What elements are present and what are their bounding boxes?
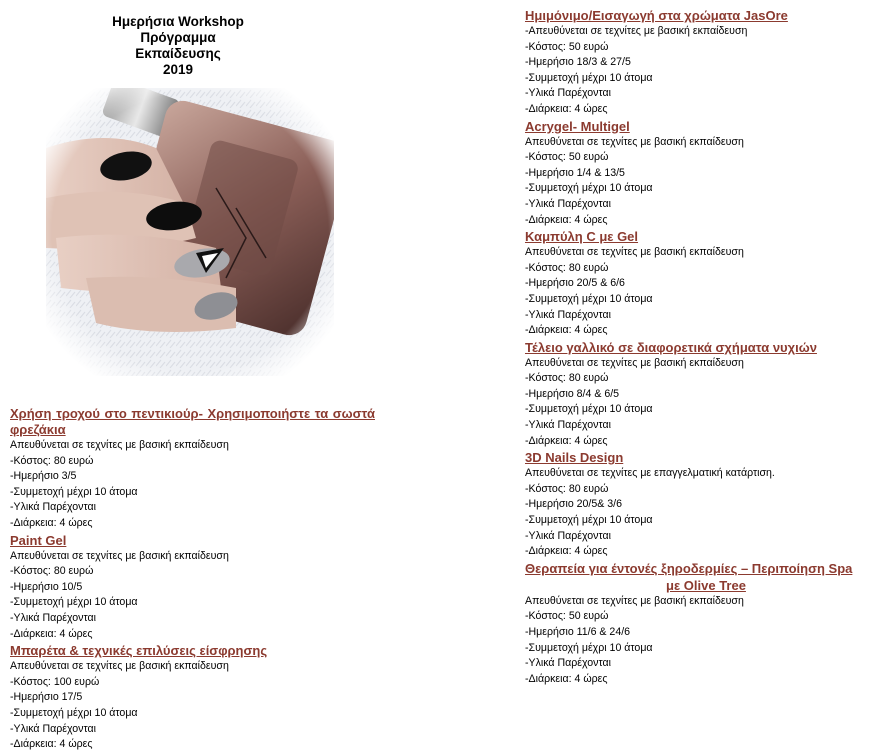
workshop-block: [10, 533, 375, 643]
workshop-duration: -Διάρκεια: 4 ώρες: [525, 434, 608, 447]
workshop-capacity: -Συμμετοχή μέχρι 10 άτομα: [10, 706, 138, 719]
workshop-dates: -Ημερήσιο 11/6 & 24/6: [525, 626, 631, 638]
workshop-materials: -Υλικά Παρέχονται: [525, 308, 611, 321]
workshop-duration: -Διάρκεια: 4 ώρες: [525, 672, 608, 685]
workshop-cost: -Κόστος: 50 ευρώ: [525, 610, 609, 623]
right-column: [525, 7, 887, 687]
workshop-dates: -Ημερήσιο 20/5 & 6/6: [525, 277, 625, 290]
workshop-capacity: -Συμμετοχή μέχρι 10 άτομα: [525, 641, 653, 654]
workshop-title: Χρήση τροχού στο πεντικιούρ- Χρησιμοποιήστε τα σωστά φρεζάκια: [10, 406, 375, 437]
workshop-materials: -Υλικά Παρέχονται: [10, 722, 96, 735]
workshop-audience: Απευθύνεται σε τεχνίτες με επαγγελματική κατάρτιση.: [525, 467, 775, 480]
workshop-duration: -Διάρκεια: 4 ώρες: [10, 738, 93, 751]
workshop-cost: -Κόστος: 80 ευρώ: [525, 261, 609, 274]
workshop-capacity: -Συμμετοχή μέχρι 10 άτομα: [525, 182, 653, 195]
workshop-title: Τέλειο γαλλικό σε διαφορετικά σχήματα νυχιών: [525, 339, 817, 355]
workshop-cost: -Κόστος: 80 ευρώ: [10, 565, 94, 578]
workshop-duration: -Διάρκεια: 4 ώρες: [525, 545, 608, 558]
workshop-capacity: -Συμμετοχή μέχρι 10 άτομα: [525, 292, 653, 305]
workshop-duration: -Διάρκεια: 4 ώρες: [10, 516, 93, 529]
workshop-block: [525, 119, 887, 229]
workshop-materials: -Υλικά Παρέχονται: [525, 529, 611, 542]
workshop-capacity: -Συμμετοχή μέχρι 10 άτομα: [525, 71, 653, 84]
nails-perfume-photo: [46, 88, 334, 376]
workshop-cost: -Κόστος: 80 ευρώ: [525, 372, 609, 385]
workshop-capacity: -Συμμετοχή μέχρι 10 άτομα: [525, 514, 653, 527]
workshop-block: [525, 561, 887, 688]
page-header: [88, 14, 268, 78]
workshop-dates: -Ημερήσιο 20/5& 3/6: [525, 498, 623, 511]
workshop-duration: -Διάρκεια: 4 ώρες: [525, 324, 608, 337]
workshop-audience: Απευθύνεται σε τεχνίτες με βασική εκπαίδευση: [10, 549, 229, 562]
workshop-audience: Απευθύνεται σε τεχνίτες με βασική εκπαίδευση: [525, 594, 744, 607]
workshop-materials: -Υλικά Παρέχονται: [525, 87, 611, 100]
workshop-block: [10, 406, 375, 532]
workshop-cost: -Κόστος: 80 ευρώ: [10, 454, 94, 467]
workshop-title: Μπαρέτα & τεχνικές επιλύσεις είσφρησης: [10, 643, 268, 659]
workshop-capacity: -Συμμετοχή μέχρι 10 άτομα: [10, 596, 138, 609]
workshop-dates: -Ημερήσιο 3/5: [10, 470, 77, 483]
workshop-dates: -Ημερήσιο 10/5: [10, 580, 83, 593]
workshop-duration: -Διάρκεια: 4 ώρες: [525, 213, 608, 226]
workshop-title-line-2: με Olive Tree: [666, 577, 746, 593]
workshop-cost: -Κόστος: 100 ευρώ: [10, 675, 100, 688]
workshop-audience: Απευθύνεται σε τεχνίτες με βασική εκπαίδευση: [525, 246, 744, 259]
workshop-block: [525, 229, 887, 339]
workshop-duration: -Διάρκεια: 4 ώρες: [10, 627, 93, 640]
header-line-2: Πρόγραμμα: [140, 30, 216, 45]
workshop-title: Καμπύλη C με Gel: [525, 229, 639, 245]
workshop-duration: -Διάρκεια: 4 ώρες: [525, 102, 608, 115]
workshop-materials: -Υλικά Παρέχονται: [525, 657, 611, 670]
workshop-materials: -Υλικά Παρέχονται: [525, 419, 611, 432]
header-line-4: 2019: [162, 62, 194, 77]
workshop-materials: -Υλικά Παρέχονται: [10, 611, 96, 624]
workshop-block: [525, 450, 887, 560]
workshop-materials: -Υλικά Παρέχονται: [525, 197, 611, 210]
workshop-audience: Απευθύνεται σε τεχνίτες με βασική εκπαίδευση: [10, 439, 229, 451]
left-column: [10, 405, 375, 753]
workshop-capacity: -Συμμετοχή μέχρι 10 άτομα: [10, 485, 138, 498]
workshop-dates: -Ημερήσιο 8/4 & 6/5: [525, 387, 620, 400]
workshop-title: Θεραπεία για έντονές ξηροδερμίες – Περιποίηση Spa: [525, 560, 853, 576]
workshop-audience: Απευθύνεται σε τεχνίτες με βασική εκπαίδευση: [525, 135, 744, 148]
workshop-title: Paint Gel: [10, 532, 67, 548]
workshop-materials: -Υλικά Παρέχονται: [10, 501, 96, 514]
workshop-cost: -Κόστος: 50 ευρώ: [525, 40, 609, 53]
workshop-cost: -Κόστος: 50 ευρώ: [525, 151, 609, 164]
workshop-audience: -Απευθύνεται σε τεχνίτες με βασική εκπαίδευση: [525, 25, 748, 37]
header-line-3: Εκπαίδευσης: [135, 46, 221, 61]
workshop-dates: -Ημερήσιο 1/4 & 13/5: [525, 166, 625, 179]
workshop-cost: -Κόστος: 80 ευρώ: [525, 482, 609, 495]
workshop-capacity: -Συμμετοχή μέχρι 10 άτομα: [525, 403, 653, 416]
workshop-block: [10, 643, 375, 753]
workshop-audience: Απευθύνεται σε τεχνίτες με βασική εκπαίδευση: [525, 356, 744, 369]
workshop-dates: -Ημερήσιο 18/3 & 27/5: [525, 56, 631, 69]
workshop-audience: Απευθύνεται σε τεχνίτες με βασική εκπαίδευση: [10, 660, 229, 673]
workshop-dates: -Ημερήσιο 17/5: [10, 691, 83, 704]
header-line-1: Ημερήσια Workshop: [112, 14, 244, 29]
workshop-block: [525, 8, 887, 118]
workshop-title: Ημιμόνιμο/Εισαγωγή στα χρώματα JasOre: [525, 8, 788, 23]
workshop-title: 3D Nails Design: [525, 450, 624, 466]
workshop-title: Acrygel- Multigel: [525, 118, 630, 134]
workshop-block: [525, 340, 887, 450]
